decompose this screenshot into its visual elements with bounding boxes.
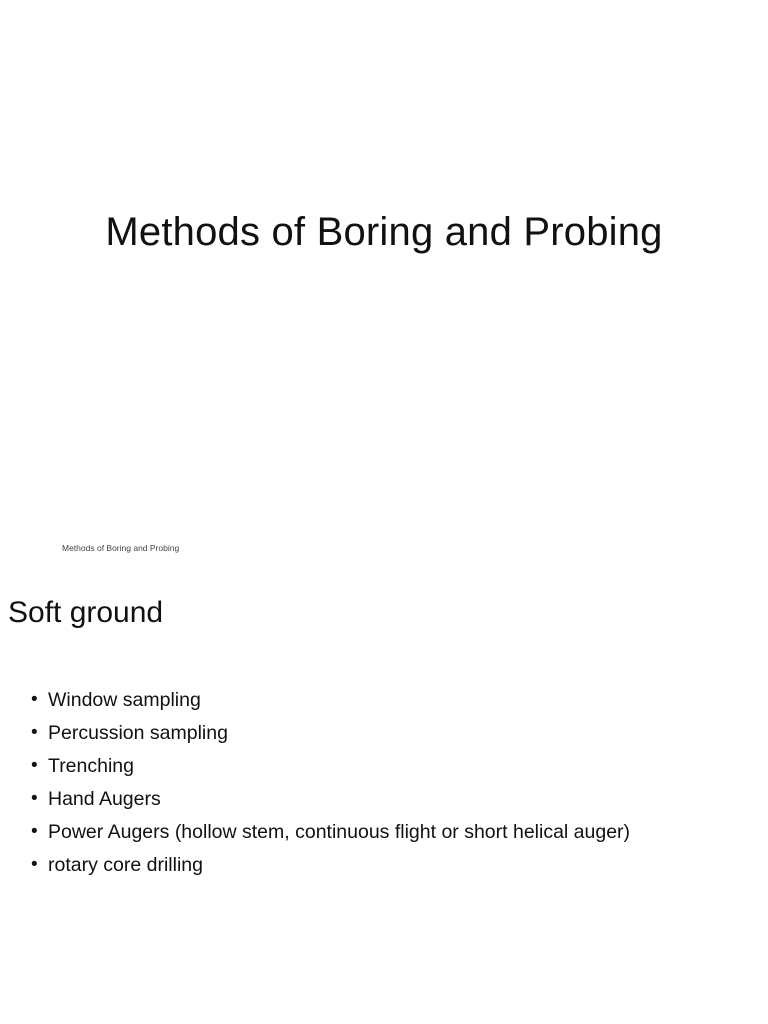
list-item-text: rotary core drilling [48,854,203,876]
list-item [30,818,630,851]
list-item-text: Hand Augers [48,788,161,810]
list-item [30,686,630,719]
list-item [30,752,630,785]
bullet-icon: • [31,689,38,710]
list-item [30,851,630,884]
section-heading: Soft ground [8,596,164,629]
bullet-icon: • [31,821,38,842]
bullet-list [30,686,630,884]
list-item [30,719,630,752]
slide-title: Methods of Boring and Probing [105,210,663,254]
list-item [30,785,630,818]
bullet-icon: • [31,854,38,875]
slide-footer: Methods of Boring and Probing [62,543,180,553]
content-slide [0,590,768,1024]
bullet-icon: • [31,788,38,809]
list-item-text: Percussion sampling [48,722,228,744]
list-item-text: Power Augers (hollow stem, continuous flight or short helical auger) [48,821,631,843]
bullet-icon: • [31,755,38,776]
list-item-text: Trenching [48,755,134,777]
bullet-icon: • [31,722,38,743]
list-item-text: Window sampling [48,689,201,711]
